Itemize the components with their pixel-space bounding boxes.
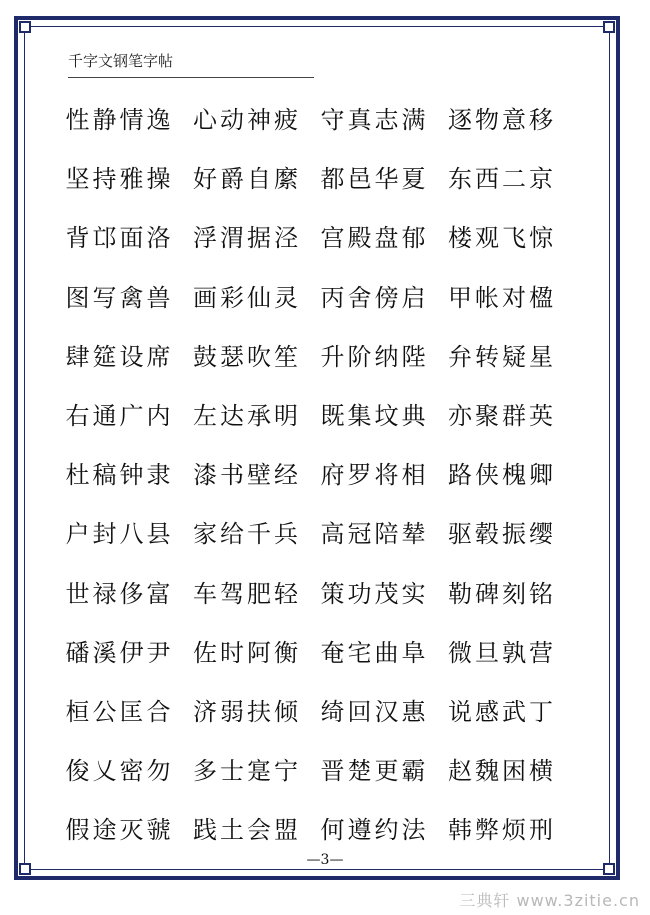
- character: 集: [347, 402, 372, 431]
- character: 合: [146, 697, 171, 726]
- phrase-group: [447, 337, 575, 372]
- character: 设: [119, 342, 144, 371]
- character: 楼: [448, 224, 472, 253]
- character: 楚: [347, 757, 372, 786]
- character: 晋: [320, 757, 345, 786]
- character: 磻: [65, 638, 90, 667]
- character: 侈: [119, 579, 144, 608]
- character: 肥: [247, 579, 271, 608]
- character: 杜: [65, 461, 90, 490]
- character: 绮: [320, 697, 345, 726]
- character: 笙: [274, 342, 298, 371]
- character: 动: [220, 106, 244, 135]
- character: 吹: [247, 342, 271, 371]
- phrase-group: [447, 100, 575, 135]
- character: 经: [274, 461, 298, 490]
- character: 疑: [502, 342, 526, 371]
- character: 仙: [247, 283, 271, 312]
- character: 辇: [401, 520, 426, 549]
- character: 席: [146, 342, 171, 371]
- character: 感: [475, 697, 499, 726]
- character: 浮: [193, 224, 217, 253]
- character: 郁: [401, 224, 426, 253]
- character: 横: [529, 757, 553, 786]
- character: 群: [502, 402, 526, 431]
- character: 陪: [374, 520, 399, 549]
- phrase-group: [192, 810, 320, 845]
- character: 罗: [347, 461, 372, 490]
- character: 邙: [92, 224, 117, 253]
- character: 相: [401, 461, 426, 490]
- character: 殿: [347, 224, 372, 253]
- character: 神: [247, 106, 271, 135]
- character: 画: [193, 283, 217, 312]
- character: 静: [92, 106, 117, 135]
- character: 微: [448, 638, 472, 667]
- character: 兵: [274, 520, 298, 549]
- character: 纳: [374, 342, 399, 371]
- text-row: [64, 621, 574, 680]
- character: 惠: [401, 697, 426, 726]
- character: 宁: [274, 757, 298, 786]
- character: 华: [374, 165, 399, 194]
- character: 多: [193, 757, 217, 786]
- phrase-group: [319, 692, 447, 727]
- character: 据: [247, 224, 271, 253]
- character: 好: [193, 165, 217, 194]
- character: 弁: [448, 342, 472, 371]
- phrase-group: [319, 218, 447, 253]
- character: 县: [146, 520, 171, 549]
- character: 承: [247, 402, 271, 431]
- page-title: 千字文钢笔字帖: [68, 50, 314, 78]
- phrase-group: [64, 751, 192, 786]
- character: 漆: [193, 461, 217, 490]
- phrase-group: [64, 278, 192, 313]
- character: 英: [529, 402, 553, 431]
- character: 赵: [448, 757, 472, 786]
- character: 盟: [274, 816, 298, 845]
- character: 志: [374, 106, 399, 135]
- page-number: —3—: [306, 852, 344, 868]
- character: 约: [374, 816, 399, 845]
- character: 达: [220, 402, 244, 431]
- character: 宅: [347, 638, 372, 667]
- character: 策: [320, 579, 345, 608]
- character: 弱: [220, 697, 244, 726]
- character: 西: [475, 165, 499, 194]
- character: 鼓: [193, 342, 217, 371]
- character: 扶: [247, 697, 271, 726]
- character: 车: [193, 579, 217, 608]
- watermark: 三典轩 www.3zitie.cn: [459, 891, 640, 910]
- phrase-group: [319, 159, 447, 194]
- character: 尹: [146, 638, 171, 667]
- character: 侠: [475, 461, 499, 490]
- character: 碑: [475, 579, 499, 608]
- character: 逸: [146, 106, 171, 135]
- character: 缨: [529, 520, 553, 549]
- character: 匡: [119, 697, 144, 726]
- character: 冠: [347, 520, 372, 549]
- phrase-group: [64, 633, 192, 668]
- phrase-group: [447, 810, 575, 845]
- character: 右: [65, 402, 90, 431]
- text-row: [64, 798, 574, 857]
- text-row: [64, 206, 574, 265]
- character: 刑: [529, 816, 553, 845]
- character: 奄: [320, 638, 345, 667]
- character: 千: [247, 520, 271, 549]
- character: 星: [529, 342, 553, 371]
- phrase-group: [192, 455, 320, 490]
- text-row: [64, 739, 574, 798]
- character: 既: [320, 402, 345, 431]
- phrase-group: [319, 100, 447, 135]
- phrase-group: [64, 100, 192, 135]
- character: 灵: [274, 283, 298, 312]
- phrase-group: [192, 159, 320, 194]
- character: 面: [119, 224, 144, 253]
- character: 邑: [347, 165, 372, 194]
- character: 高: [320, 520, 345, 549]
- character: 刻: [502, 579, 526, 608]
- character: 兽: [146, 283, 171, 312]
- character: 通: [92, 402, 117, 431]
- phrase-group: [64, 218, 192, 253]
- character: 持: [92, 165, 117, 194]
- character: 密: [119, 757, 144, 786]
- text-row: [64, 147, 574, 206]
- character: 衡: [274, 638, 298, 667]
- character: 筵: [92, 342, 117, 371]
- phrase-group: [447, 159, 575, 194]
- character: 坟: [374, 402, 399, 431]
- character: 桓: [65, 697, 90, 726]
- character: 遵: [347, 816, 372, 845]
- phrase-group: [192, 337, 320, 372]
- character: 佐: [193, 638, 217, 667]
- text-row: [64, 325, 574, 384]
- character: 烦: [502, 816, 526, 845]
- character: 启: [401, 283, 426, 312]
- character: 践: [193, 816, 217, 845]
- phrase-group: [64, 159, 192, 194]
- character: 孰: [502, 638, 526, 667]
- character: 轻: [274, 579, 298, 608]
- character: 土: [220, 816, 244, 845]
- character: 士: [220, 757, 244, 786]
- character: 舍: [347, 283, 372, 312]
- character: 对: [502, 283, 526, 312]
- character: 逐: [448, 106, 472, 135]
- character: 渭: [220, 224, 244, 253]
- phrase-group: [192, 514, 320, 549]
- phrase-group: [64, 337, 192, 372]
- frame-corner-top-left: [19, 21, 31, 33]
- phrase-group: [447, 633, 575, 668]
- character: 满: [401, 106, 426, 135]
- phrase-group: [64, 810, 192, 845]
- character: 会: [247, 816, 271, 845]
- character-grid: [64, 88, 574, 857]
- character: 功: [347, 579, 372, 608]
- character: 何: [320, 816, 345, 845]
- character: 卿: [529, 461, 553, 490]
- character: 驾: [220, 579, 244, 608]
- character: 典: [401, 402, 426, 431]
- character: 说: [448, 697, 472, 726]
- character: 傍: [374, 283, 399, 312]
- character: 法: [401, 816, 426, 845]
- phrase-group: [64, 396, 192, 431]
- character: 灭: [119, 816, 144, 845]
- character: 给: [220, 520, 244, 549]
- character: 更: [374, 757, 399, 786]
- character: 二: [502, 165, 526, 194]
- phrase-group: [192, 396, 320, 431]
- phrase-group: [319, 396, 447, 431]
- character: 都: [320, 165, 345, 194]
- character: 亦: [448, 402, 472, 431]
- phrase-group: [192, 218, 320, 253]
- character: 疲: [274, 106, 298, 135]
- character: 家: [193, 520, 217, 549]
- phrase-group: [319, 751, 447, 786]
- character: 假: [65, 816, 90, 845]
- phrase-group: [319, 514, 447, 549]
- character: 阜: [401, 638, 426, 667]
- character: 心: [193, 106, 217, 135]
- character: 书: [220, 461, 244, 490]
- character: 勒: [448, 579, 472, 608]
- character: 振: [502, 520, 526, 549]
- character: 韩: [448, 816, 472, 845]
- phrase-group: [319, 633, 447, 668]
- character: 铭: [529, 579, 553, 608]
- character: 甲: [448, 283, 472, 312]
- character: 操: [146, 165, 171, 194]
- character: 将: [374, 461, 399, 490]
- character: 情: [119, 106, 144, 135]
- character: 寔: [247, 757, 271, 786]
- character: 济: [193, 697, 217, 726]
- character: 阶: [347, 342, 372, 371]
- phrase-group: [447, 751, 575, 786]
- character: 丁: [529, 697, 553, 726]
- character: 陛: [401, 342, 426, 371]
- character: 广: [119, 402, 144, 431]
- character: 驱: [448, 520, 472, 549]
- phrase-group: [64, 455, 192, 490]
- character: 阿: [247, 638, 271, 667]
- phrase-group: [319, 810, 447, 845]
- character: 宫: [320, 224, 345, 253]
- character: 真: [347, 106, 372, 135]
- character: 禄: [92, 579, 117, 608]
- character: 帐: [475, 283, 499, 312]
- character: 肆: [65, 342, 90, 371]
- phrase-group: [319, 455, 447, 490]
- character: 升: [320, 342, 345, 371]
- character: 户: [65, 520, 90, 549]
- character: 弊: [475, 816, 499, 845]
- character: 泾: [274, 224, 298, 253]
- character: 縻: [274, 165, 298, 194]
- character: 隶: [146, 461, 171, 490]
- character: 途: [92, 816, 117, 845]
- character: 明: [274, 402, 298, 431]
- character: 世: [65, 579, 90, 608]
- character: 乂: [92, 757, 117, 786]
- text-row: [64, 562, 574, 621]
- character: 旦: [475, 638, 499, 667]
- character: 丙: [320, 283, 345, 312]
- character: 意: [502, 106, 526, 135]
- character: 回: [347, 697, 372, 726]
- phrase-group: [447, 514, 575, 549]
- character: 八: [119, 520, 144, 549]
- character: 武: [502, 697, 526, 726]
- character: 飞: [502, 224, 526, 253]
- character: 毂: [475, 520, 499, 549]
- text-row: [64, 88, 574, 147]
- character: 禽: [119, 283, 144, 312]
- character: 转: [475, 342, 499, 371]
- character: 聚: [475, 402, 499, 431]
- character: 倾: [274, 697, 298, 726]
- character: 楹: [529, 283, 553, 312]
- character: 惊: [529, 224, 553, 253]
- phrase-group: [447, 218, 575, 253]
- character: 困: [502, 757, 526, 786]
- character: 公: [92, 697, 117, 726]
- phrase-group: [447, 455, 575, 490]
- text-row: [64, 502, 574, 561]
- phrase-group: [64, 574, 192, 609]
- phrase-group: [192, 692, 320, 727]
- character: 京: [529, 165, 553, 194]
- character: 瑟: [220, 342, 244, 371]
- character: 夏: [401, 165, 426, 194]
- phrase-group: [447, 278, 575, 313]
- character: 守: [320, 106, 345, 135]
- character: 图: [65, 283, 90, 312]
- phrase-group: [447, 692, 575, 727]
- phrase-group: [447, 396, 575, 431]
- text-row: [64, 680, 574, 739]
- character: 物: [475, 106, 499, 135]
- character: 虢: [146, 816, 171, 845]
- phrase-group: [319, 574, 447, 609]
- character: 性: [65, 106, 90, 135]
- character: 俊: [65, 757, 90, 786]
- character: 壁: [247, 461, 271, 490]
- phrase-group: [319, 337, 447, 372]
- character: 魏: [475, 757, 499, 786]
- character: 溪: [92, 638, 117, 667]
- character: 路: [448, 461, 472, 490]
- character: 东: [448, 165, 472, 194]
- character: 写: [92, 283, 117, 312]
- character: 霸: [401, 757, 426, 786]
- character: 观: [475, 224, 499, 253]
- character: 汉: [374, 697, 399, 726]
- frame-corner-top-right: [603, 21, 615, 33]
- character: 茂: [374, 579, 399, 608]
- text-row: [64, 384, 574, 443]
- phrase-group: [192, 278, 320, 313]
- character: 内: [146, 402, 171, 431]
- character: 伊: [119, 638, 144, 667]
- character: 雅: [119, 165, 144, 194]
- character: 槐: [502, 461, 526, 490]
- character: 移: [529, 106, 553, 135]
- character: 爵: [220, 165, 244, 194]
- character: 彩: [220, 283, 244, 312]
- phrase-group: [64, 692, 192, 727]
- character: 盘: [374, 224, 399, 253]
- character: 营: [529, 638, 553, 667]
- phrase-group: [64, 514, 192, 549]
- phrase-group: [319, 278, 447, 313]
- character: 左: [193, 402, 217, 431]
- character: 府: [320, 461, 345, 490]
- character: 坚: [65, 165, 90, 194]
- text-row: [64, 443, 574, 502]
- character: 时: [220, 638, 244, 667]
- character: 曲: [374, 638, 399, 667]
- phrase-group: [192, 751, 320, 786]
- character: 背: [65, 224, 90, 253]
- character: 实: [401, 579, 426, 608]
- character: 稿: [92, 461, 117, 490]
- phrase-group: [192, 100, 320, 135]
- phrase-group: [447, 574, 575, 609]
- character: 洛: [146, 224, 171, 253]
- character: 勿: [146, 757, 171, 786]
- phrase-group: [192, 633, 320, 668]
- character: 富: [146, 579, 171, 608]
- character: 自: [247, 165, 271, 194]
- phrase-group: [192, 574, 320, 609]
- character: 钟: [119, 461, 144, 490]
- character: 封: [92, 520, 117, 549]
- text-row: [64, 266, 574, 325]
